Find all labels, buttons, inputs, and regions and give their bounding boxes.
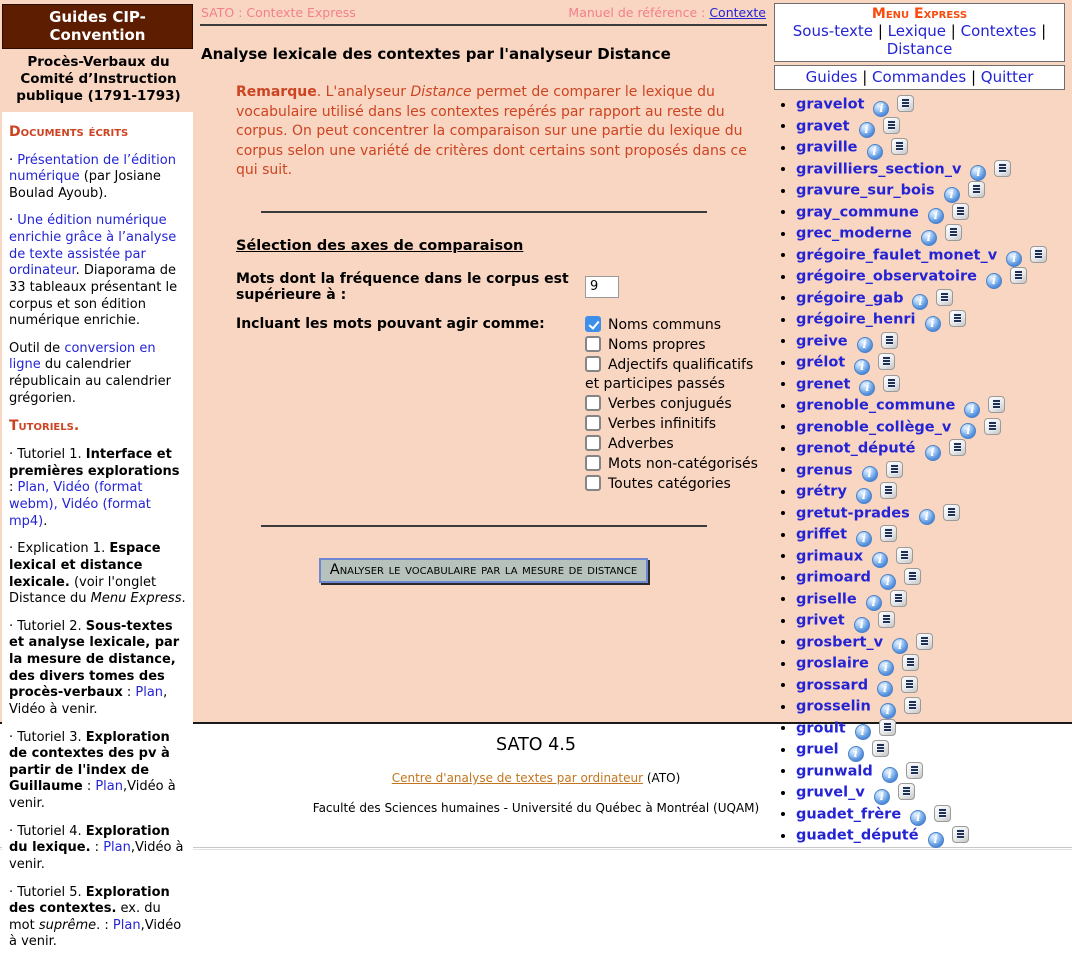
checkbox-unchecked-icon[interactable] bbox=[585, 455, 601, 471]
document-icon[interactable] bbox=[878, 611, 895, 628]
word-list-item bbox=[796, 138, 1065, 160]
word-list-item bbox=[796, 783, 1065, 805]
text-fragment: : bbox=[9, 480, 18, 496]
info-icon[interactable] bbox=[854, 359, 870, 375]
word-list-item bbox=[796, 332, 1065, 354]
document-icon[interactable] bbox=[897, 95, 914, 112]
faculty-line: Faculté des Sciences humaines - Université du Québec à Montréal (UQAM) bbox=[312, 801, 760, 815]
word-list-item bbox=[796, 504, 1065, 526]
text-fragment: Distance bbox=[410, 84, 472, 100]
sidebar-paragraph bbox=[9, 341, 186, 408]
ato-link[interactable]: Centre d'analyse de textes par ordinateur bbox=[391, 771, 644, 785]
word-link[interactable]: gray_commune bbox=[796, 204, 919, 221]
checkbox-label: Adverbes bbox=[608, 435, 674, 452]
text-fragment: ,Vidéo à venir. bbox=[9, 917, 182, 950]
word-link[interactable]: guadet_frère bbox=[796, 806, 902, 823]
word-link[interactable]: grenus bbox=[796, 462, 853, 479]
document-icon[interactable] bbox=[943, 504, 960, 521]
text-fragment: (par Josiane Boulad Ayoub). bbox=[9, 169, 161, 201]
document-icon[interactable] bbox=[916, 633, 933, 650]
sidebar-link[interactable]: conversion en ligne bbox=[9, 340, 156, 373]
word-link[interactable]: grec_moderne bbox=[796, 225, 912, 242]
word-list-item bbox=[796, 418, 1065, 440]
text-fragment: ,Vidéo à venir. bbox=[9, 779, 176, 812]
word-link[interactable]: guadet_député bbox=[796, 827, 919, 844]
document-icon[interactable] bbox=[934, 805, 951, 822]
word-link[interactable]: grossard bbox=[796, 677, 869, 694]
text-fragment: : bbox=[122, 685, 136, 701]
manual-reference bbox=[568, 5, 766, 20]
word-link[interactable]: grélot bbox=[796, 354, 846, 371]
info-icon[interactable] bbox=[873, 101, 889, 117]
text-fragment: · Explication 1. bbox=[9, 541, 110, 557]
menu-express-row-primary bbox=[775, 22, 1064, 58]
word-link[interactable]: grenot_député bbox=[796, 440, 916, 457]
document-icon[interactable] bbox=[936, 289, 953, 306]
word-list-item bbox=[796, 289, 1065, 311]
document-icon[interactable] bbox=[880, 482, 897, 499]
separator: | bbox=[946, 22, 961, 41]
sidebar-link[interactable]: Plan bbox=[103, 840, 131, 856]
word-link[interactable]: greive bbox=[796, 333, 848, 350]
frequency-input[interactable] bbox=[585, 276, 619, 298]
info-icon[interactable] bbox=[910, 810, 926, 826]
word-link[interactable]: griffet bbox=[796, 526, 848, 543]
checkbox-label: Adjectifs qualificatifs et participes passés bbox=[585, 356, 754, 392]
document-icon[interactable] bbox=[898, 783, 915, 800]
word-link[interactable]: grimoard bbox=[796, 569, 871, 586]
word-link[interactable]: gravilliers_section_v bbox=[796, 161, 962, 178]
frequency-row bbox=[236, 271, 767, 303]
category-checkbox-row[interactable] bbox=[585, 455, 767, 474]
sidebar-paragraph bbox=[9, 213, 186, 329]
word-link[interactable]: gruvel_v bbox=[796, 784, 865, 801]
info-icon[interactable] bbox=[878, 660, 894, 676]
button-row bbox=[200, 558, 767, 583]
word-list-item bbox=[796, 375, 1065, 397]
document-icon[interactable] bbox=[890, 590, 907, 607]
document-icon[interactable] bbox=[906, 762, 923, 779]
word-list-item bbox=[796, 633, 1065, 655]
checkbox-unchecked-icon[interactable] bbox=[585, 475, 601, 491]
sidebar-paragraph bbox=[9, 447, 186, 530]
document-icon[interactable] bbox=[883, 375, 900, 392]
manual-context-link[interactable]: Contexte bbox=[709, 5, 766, 20]
checkbox-label: Mots non-catégorisés bbox=[608, 455, 758, 472]
text-fragment: ,Vidéo à venir. bbox=[9, 840, 184, 872]
sidebar-paragraph bbox=[9, 730, 186, 813]
word-link[interactable]: grosbert_v bbox=[796, 634, 884, 651]
include-row bbox=[236, 316, 767, 495]
text-fragment: Exploration des contextes. bbox=[9, 884, 170, 917]
text-fragment: permet de comparer le lexique du vocabulaire utilisé dans les contextes repérés par rapport au reste du corpus. On peut concentrer la comparaison sur une partie du lexique du corpus selon une variété de critères dont certains sont proposés dans ce qui suit. bbox=[236, 84, 747, 179]
text-fragment: Exploration du lexique. bbox=[9, 823, 170, 856]
word-list-item bbox=[796, 826, 1065, 848]
sidebar-section-header: Tutoriels. bbox=[9, 418, 80, 435]
info-icon[interactable] bbox=[857, 337, 873, 353]
info-icon[interactable] bbox=[856, 488, 872, 504]
info-icon[interactable] bbox=[960, 423, 976, 439]
sidebar-paragraph bbox=[9, 541, 186, 608]
text-fragment: : bbox=[82, 779, 96, 795]
info-icon[interactable] bbox=[866, 595, 882, 611]
word-list-item bbox=[796, 719, 1065, 741]
document-icon[interactable] bbox=[949, 439, 966, 456]
category-checkbox-row[interactable] bbox=[585, 415, 767, 434]
document-icon[interactable] bbox=[994, 160, 1011, 177]
sidebar-paragraph bbox=[9, 824, 186, 874]
menu-express-box bbox=[774, 3, 1065, 62]
checkbox-label: Noms communs bbox=[608, 316, 721, 333]
frequency-label: Mots dont la fréquence dans le corpus est supérieure à : bbox=[236, 270, 569, 303]
word-link[interactable]: grégoire_faulet_monet_v bbox=[796, 247, 998, 264]
separator: | bbox=[1036, 22, 1047, 41]
menu-link-sous-texte[interactable]: Sous-texte bbox=[792, 22, 874, 41]
word-list-item bbox=[796, 740, 1065, 762]
document-icon[interactable] bbox=[1030, 246, 1047, 263]
text-fragment: suprême bbox=[38, 917, 97, 933]
category-checkbox-row[interactable] bbox=[585, 435, 767, 454]
separator: | bbox=[873, 22, 888, 41]
info-icon[interactable] bbox=[925, 445, 941, 461]
document-icon[interactable] bbox=[949, 310, 966, 327]
document-icon[interactable] bbox=[881, 332, 898, 349]
info-icon[interactable] bbox=[882, 767, 898, 783]
app-version: SATO 4.5 bbox=[496, 735, 576, 755]
word-link[interactable]: gretut-prades bbox=[796, 505, 910, 522]
text-fragment: · Tutoriel 1. bbox=[9, 447, 86, 463]
sidebar-paragraph bbox=[9, 619, 186, 719]
menu-link-commandes[interactable]: Commandes bbox=[872, 68, 967, 87]
info-icon[interactable] bbox=[855, 724, 871, 740]
info-icon[interactable] bbox=[880, 574, 896, 590]
document-icon[interactable] bbox=[904, 568, 921, 585]
document-icon[interactable] bbox=[988, 396, 1005, 413]
document-icon[interactable] bbox=[1010, 267, 1027, 284]
word-list-item bbox=[796, 246, 1065, 268]
checkbox-label: Verbes infinitifs bbox=[608, 415, 717, 432]
word-link[interactable]: groslaire bbox=[796, 655, 869, 672]
remark-paragraph bbox=[236, 83, 756, 181]
text-fragment: · Tutoriel 4. bbox=[9, 823, 86, 839]
header-divider bbox=[200, 24, 767, 26]
info-icon[interactable] bbox=[970, 165, 986, 181]
checkbox-label: Verbes conjugués bbox=[608, 395, 732, 412]
separator: | bbox=[966, 68, 981, 87]
status-text: SATO : Contexte Express bbox=[201, 5, 356, 20]
menu-express-row-secondary bbox=[775, 68, 1064, 86]
menu-express-title: Menu Express bbox=[871, 6, 968, 22]
word-list-item bbox=[796, 310, 1065, 332]
menu-link-distance[interactable]: Distance bbox=[886, 40, 953, 59]
document-icon[interactable] bbox=[904, 697, 921, 714]
category-checkbox-row[interactable] bbox=[585, 316, 767, 335]
section-divider bbox=[261, 525, 707, 527]
word-list-item bbox=[796, 568, 1065, 590]
sidebar-link[interactable]: Une édition numérique enrichie grâce à l’analyse de texte assistée par ordinateur bbox=[9, 213, 177, 279]
word-link[interactable]: grenoble_commune bbox=[796, 397, 956, 414]
comparison-axes-title: Sélection des axes de comparaison bbox=[236, 237, 524, 254]
text-fragment: Sous-textes et analyse lexicale, par la mesure de distance, des divers tomes des procès-verbaux bbox=[9, 618, 180, 701]
document-icon[interactable] bbox=[879, 719, 896, 736]
word-link[interactable]: griselle bbox=[796, 591, 857, 608]
document-icon[interactable] bbox=[896, 547, 913, 564]
word-list-item bbox=[796, 482, 1065, 504]
text-fragment: Espace lexical et distance lexicale. bbox=[9, 541, 161, 590]
text-fragment: Menu Express bbox=[90, 591, 182, 607]
document-icon[interactable] bbox=[952, 826, 969, 843]
sidebar-link[interactable]: Plan bbox=[95, 779, 124, 795]
info-icon[interactable] bbox=[859, 122, 875, 138]
word-list-item bbox=[796, 762, 1065, 784]
category-checkbox-row[interactable] bbox=[585, 395, 767, 414]
word-link[interactable]: groult bbox=[796, 720, 846, 737]
word-list-item bbox=[796, 160, 1065, 182]
word-link[interactable]: grétry bbox=[796, 483, 847, 500]
text-fragment: · bbox=[9, 152, 18, 168]
text-fragment: · bbox=[9, 213, 18, 229]
word-list-item bbox=[796, 525, 1065, 547]
document-icon[interactable] bbox=[883, 117, 900, 134]
word-list bbox=[774, 95, 1065, 848]
center-header bbox=[200, 0, 767, 24]
sidebar-link[interactable]: Plan bbox=[112, 917, 141, 933]
checkbox-label: Toutes catégories bbox=[608, 475, 731, 492]
document-icon[interactable] bbox=[878, 353, 895, 370]
checkbox-unchecked-icon[interactable] bbox=[585, 336, 601, 352]
word-link[interactable]: grégoire_observatoire bbox=[796, 268, 977, 285]
text-fragment: ex. du mot bbox=[9, 901, 161, 933]
checkbox-unchecked-icon[interactable] bbox=[585, 435, 601, 451]
text-fragment: . bbox=[43, 513, 48, 529]
document-icon[interactable] bbox=[891, 138, 908, 155]
word-list-item bbox=[796, 181, 1065, 203]
text-fragment: · Tutoriel 3. bbox=[9, 729, 86, 745]
info-icon[interactable] bbox=[874, 789, 890, 805]
checkbox-label: Noms propres bbox=[608, 336, 706, 353]
section-divider bbox=[261, 211, 707, 213]
document-icon[interactable] bbox=[952, 203, 969, 220]
page-title: Analyse lexicale des contextes par l'analyseur Distance bbox=[201, 45, 671, 63]
text-fragment: : bbox=[90, 840, 104, 856]
info-icon[interactable] bbox=[880, 703, 896, 719]
word-list-item bbox=[796, 95, 1065, 117]
word-link[interactable]: gravure_sur_bois bbox=[796, 182, 935, 199]
analyze-button[interactable]: Analyser le vocabulaire par la mesure de distance bbox=[319, 558, 648, 583]
sidebar-content bbox=[2, 112, 193, 974]
checkbox-unchecked-icon[interactable] bbox=[585, 356, 601, 372]
category-checkbox-row[interactable] bbox=[585, 475, 767, 494]
word-link[interactable]: gravet bbox=[796, 118, 850, 135]
word-list-item bbox=[796, 461, 1065, 483]
text-fragment: . Diaporama de 33 tableaux présentant le corpus et son édition numérique enrichie. bbox=[9, 263, 178, 329]
category-checkbox-row[interactable] bbox=[585, 356, 767, 394]
text-fragment: · Tutoriel 5. bbox=[9, 884, 86, 900]
text-fragment: · Tutoriel 2. bbox=[9, 618, 86, 634]
text-fragment: . : bbox=[96, 917, 113, 933]
menu-link-quitter[interactable]: Quitter bbox=[980, 68, 1034, 87]
sidebar-subtitle: Procès-Verbaux du Comité d’Instruction publique (1791-1793) bbox=[16, 54, 181, 104]
info-icon[interactable] bbox=[859, 380, 875, 396]
info-icon[interactable] bbox=[964, 402, 980, 418]
word-list-item bbox=[796, 439, 1065, 461]
ato-suffix: (ATO) bbox=[643, 771, 681, 785]
menu-secondary-box bbox=[774, 65, 1065, 90]
word-link[interactable]: gruel bbox=[796, 741, 839, 758]
word-link[interactable]: grunwald bbox=[796, 763, 873, 780]
word-link[interactable]: grégoire_gab bbox=[796, 290, 904, 307]
text-fragment: du calendrier républicain au calendrier grégorien. bbox=[9, 357, 171, 406]
sidebar-section-header: Documents écrits bbox=[9, 123, 129, 140]
word-list-item bbox=[796, 267, 1065, 289]
info-icon[interactable] bbox=[848, 746, 864, 762]
checkbox-checked-icon[interactable] bbox=[585, 316, 601, 332]
word-list-item bbox=[796, 697, 1065, 719]
info-icon[interactable] bbox=[986, 273, 1002, 289]
document-icon[interactable] bbox=[984, 418, 1001, 435]
info-icon[interactable] bbox=[919, 509, 935, 525]
word-link[interactable]: graville bbox=[796, 139, 858, 156]
word-link[interactable]: gravelot bbox=[796, 96, 865, 113]
left-sidebar bbox=[0, 0, 195, 950]
info-icon[interactable] bbox=[854, 617, 870, 633]
word-list-item bbox=[796, 805, 1065, 827]
right-sidebar bbox=[772, 0, 1072, 844]
manual-label: Manuel de référence : bbox=[568, 5, 706, 20]
word-list-item bbox=[796, 396, 1065, 418]
document-icon[interactable] bbox=[872, 740, 889, 757]
sidebar-link[interactable]: Présentation de l’édition numérique bbox=[9, 152, 176, 185]
text-fragment: Exploration de contextes des pv à partir de l'index de Guillaume bbox=[9, 729, 170, 795]
info-icon[interactable] bbox=[912, 294, 928, 310]
sidebar-link[interactable]: Plan bbox=[135, 685, 164, 701]
checkbox-unchecked-icon[interactable] bbox=[585, 415, 601, 431]
sidebar-paragraph bbox=[9, 153, 186, 203]
info-icon[interactable] bbox=[925, 316, 941, 332]
word-link[interactable]: grenet bbox=[796, 376, 851, 393]
word-list-item bbox=[796, 353, 1065, 375]
document-icon[interactable] bbox=[901, 676, 918, 693]
center-panel bbox=[195, 0, 772, 722]
word-list-item bbox=[796, 676, 1065, 698]
include-label: Incluant les mots pouvant agir comme: bbox=[236, 315, 545, 332]
info-icon[interactable] bbox=[867, 144, 883, 160]
separator: | bbox=[857, 68, 873, 87]
text-fragment: . L'analyseur bbox=[316, 84, 411, 100]
word-list-item bbox=[796, 590, 1065, 612]
menu-link-guides[interactable]: Guides bbox=[805, 68, 858, 87]
info-icon[interactable] bbox=[892, 638, 908, 654]
text-fragment: Outil de bbox=[9, 340, 65, 356]
word-list-item bbox=[796, 203, 1065, 225]
document-icon[interactable] bbox=[945, 224, 962, 241]
info-icon[interactable] bbox=[862, 466, 878, 482]
word-link[interactable]: grosselin bbox=[796, 698, 871, 715]
checkbox-unchecked-icon[interactable] bbox=[585, 395, 601, 411]
word-list-item bbox=[796, 654, 1065, 676]
document-icon[interactable] bbox=[886, 461, 903, 478]
info-icon[interactable] bbox=[877, 681, 893, 697]
category-checkbox-row[interactable] bbox=[585, 336, 767, 355]
info-icon[interactable] bbox=[921, 230, 937, 246]
menu-link-lexique[interactable]: Lexique bbox=[887, 22, 946, 41]
category-checkbox-group bbox=[585, 316, 767, 495]
text-fragment: . bbox=[181, 591, 186, 607]
word-list-item bbox=[796, 547, 1065, 569]
text-fragment: Interface et premières explorations bbox=[9, 447, 180, 479]
word-list-item bbox=[796, 117, 1065, 139]
word-list-item bbox=[796, 611, 1065, 633]
menu-link-contextes[interactable]: Contextes bbox=[960, 22, 1037, 41]
info-icon[interactable] bbox=[928, 208, 944, 224]
document-icon[interactable] bbox=[902, 654, 919, 671]
text-fragment: (voir l'onglet Distance du bbox=[9, 574, 157, 607]
word-link[interactable]: grenoble_collège_v bbox=[796, 419, 952, 436]
info-icon[interactable] bbox=[944, 187, 960, 203]
info-icon[interactable] bbox=[872, 552, 888, 568]
word-link[interactable]: grimaux bbox=[796, 548, 864, 565]
word-list-item bbox=[796, 224, 1065, 246]
info-icon[interactable] bbox=[856, 531, 872, 547]
sidebar-link[interactable]: Plan, Vidéo (format webm), Vidéo (format mp4) bbox=[9, 480, 151, 529]
sidebar-title: Guides CIP-Convention bbox=[2, 4, 193, 49]
word-link[interactable]: grivet bbox=[796, 612, 845, 629]
document-icon[interactable] bbox=[880, 525, 897, 542]
info-icon[interactable] bbox=[1006, 251, 1022, 267]
word-link[interactable]: grégoire_henri bbox=[796, 311, 916, 328]
document-icon[interactable] bbox=[968, 181, 985, 198]
text-fragment: , Vidéo à venir. bbox=[9, 685, 168, 717]
sidebar-paragraph bbox=[9, 885, 186, 952]
info-icon[interactable] bbox=[928, 832, 944, 848]
text-fragment: Remarque bbox=[236, 84, 317, 100]
